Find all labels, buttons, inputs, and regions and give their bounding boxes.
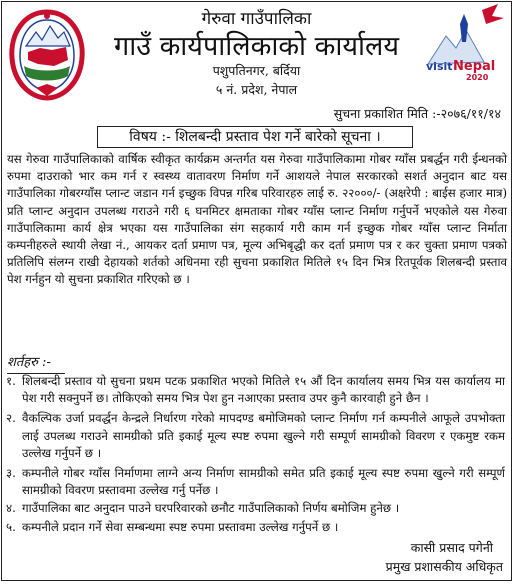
condition-item bbox=[0, 519, 505, 536]
svg-text:2020: 2020 bbox=[466, 73, 489, 82]
signatory-name: कासी प्रसाद पगेनी bbox=[410, 540, 493, 555]
condition-text: वैकल्पिक उर्जा प्रवर्द्धन केन्द्रले निर्धारण गरेको मापदण्ड बमोजिमको प्लान्ट निर्माण गर्न कम्पनीले आफूले उपभोक्ता लाई उपलब्ध गराउने सामग्रीको प्रति इकाई मूल्य स्पष्ट रुपमा खुल्ने गरी सम्पूर्ण सामग्रीको विवरण र एकमुष्ट रकम उल्लेख गर्नुपर्ने छ । bbox=[22, 411, 505, 460]
office-address: पशुपतिनगर, बर्दिया bbox=[212, 63, 301, 78]
signatory-title: प्रमुख प्रशासकीय अधिकृत bbox=[385, 559, 503, 574]
condition-number: १. bbox=[6, 374, 16, 388]
notice-body: यस गेरुवा गाउँपालिकाको वार्षिक स्वीकृत कार्यक्रम अन्तर्गत यस गेरुवा गाउँपालिकामा गोबर ग्याँस प्रबर्द्धन गरी ईन्धनको रुपमा दाउराको भार कम गर्न र स्वस्थ्य वातावरण निर्माण गर्ने आशयले नेपाल सरकारको सशर्त अनुदान बाट यस गाउँपालिका गोबरग्याँस प्लान्ट जडान गर्न इच्छुक विपन्न गरिब परिवारहरु लाई रु. २२०००/- (अक्षरेपी : बाईस हजार मात्र) प्रति प्लान्ट अनुदान उपलब्ध गराउने गरी ६ घनमिटर क्षमताका गोबर ग्याँस प्लान्ट निर्माण गर्नुपर्ने भएकोले यस गेरुवा गाउँपालिकामा कार्य क्षेत्र भएका यस गाउँपालिका संग सहकार्य गरी काम गर्न इच्छुक गोबर ग्याँस प्लान्ट निर्माता कम्पनीहरुले स्थायी लेखा नं., आयकर दर्ता प्रमाण पत्र, मूल्य अभिबृद्धी कर दर्ता प्रमाण पत्र र कर चुक्ता प्रमाण पत्रको प्रतिलिपि संलग्न राखी देहायको शर्तको अधिनमा रही सुचना प्रकाशित मितिले १५ दिन भित्र रितपूर्वक शिलबन्दी प्रस्ताव पेश गर्नहुन यो सुचना प्रकाशित गरिएको छ । bbox=[7, 152, 507, 287]
condition-number: ३. bbox=[6, 466, 16, 481]
condition-item bbox=[0, 500, 505, 517]
condition-item bbox=[0, 373, 505, 407]
office-title: गाउँ कार्यपालिकाको कार्यालय bbox=[114, 31, 399, 62]
municipality-name: गेरुवा गाउँपालिका bbox=[201, 9, 312, 29]
condition-item bbox=[0, 465, 505, 499]
condition-text: कम्पनीले गोबर ग्याँस निर्माणमा लाग्ने अन्य निर्माण सामग्रीको समेत प्रति इकाई मूल्य स्पष्ट रुपमा खुल्ने गरी सम्पूर्ण सामग्रीको विवरण प्रस्तावमा उल्लेख गर्नु पर्नेछ । bbox=[22, 466, 505, 498]
condition-number: ५. bbox=[6, 519, 16, 534]
svg-text:Nepal: Nepal bbox=[453, 59, 496, 74]
svg-text:visit: visit bbox=[426, 60, 453, 73]
office-province: ५ नं. प्रदेश, नेपाल bbox=[215, 82, 298, 97]
notice-subject: विषय :- शिलबन्दी प्रस्ताव पेश गर्ने बारेको सूचना । bbox=[97, 126, 413, 148]
conditions-heading: शर्तहरु :- bbox=[7, 355, 51, 370]
condition-item bbox=[0, 410, 505, 462]
condition-text: गाउँपालिका बाट अनुदान पाउने घरपरिवारको छनौट गाउँपालिकाको निर्णय बमोजिम हुनेछ । bbox=[22, 501, 400, 516]
letterhead bbox=[0, 0, 513, 135]
condition-number: ४. bbox=[6, 501, 16, 516]
conditions-list bbox=[0, 373, 505, 536]
condition-text: शिलबन्दी प्रस्ताव यो सुचना प्रथम पटक प्रकाशित भएको मितिले १५ औं दिन कार्यालय समय भित्र यस कार्यालय मा पेश गरी सक्नुपर्ने छ। तोकिएको समय भित्र पेश हुन नआएका प्रस्ताव उपर कुनै कारवाही हुने छैन । bbox=[22, 374, 505, 406]
condition-text: कम्पनीले प्रदान गर्ने सेवा सम्बन्धमा स्पष्ट रुपमा प्रस्तावमा उल्लेख गर्नुपर्ने छ । bbox=[22, 519, 339, 534]
condition-number: २. bbox=[6, 411, 16, 426]
published-date: सुचना प्रकाशित मिति :-२०७६/११/१४ bbox=[333, 106, 501, 121]
